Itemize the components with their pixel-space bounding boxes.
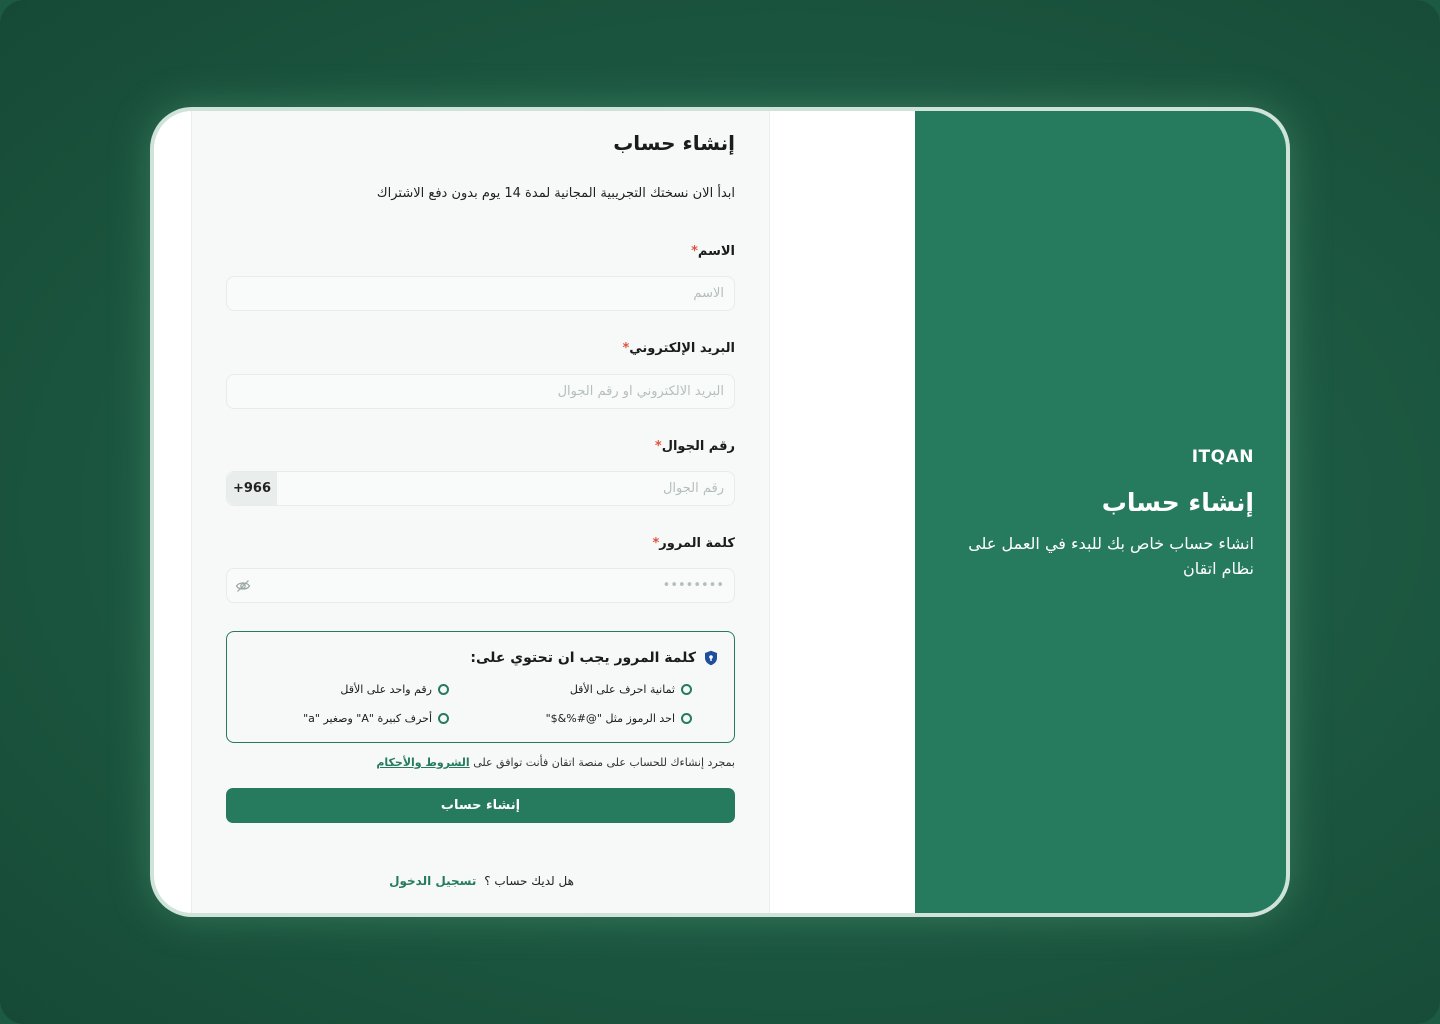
email-label [619,341,735,356]
login-prompt [192,874,771,888]
brand-title: إنشاء حساب [1101,488,1254,517]
required-mark: * [652,536,660,551]
password-rules-box [226,631,735,743]
shield-icon [704,650,718,666]
rule-digit [340,683,449,696]
eye-off-icon[interactable] [235,578,251,594]
rule-status-icon [438,684,449,695]
device-frame [150,107,1290,917]
terms-link[interactable]: الشروط والأحكام [376,756,470,769]
email-input[interactable] [227,375,734,408]
password-rules-heading [470,650,718,666]
email-label-text: البريد الإلكتروني [629,341,735,356]
terms-text: بمجرد إنشاءك للحساب على منصة اتقان فأنت توافق على [473,756,735,769]
rule-case-text: أحرف كبيرة "A" وصغير "a" [303,712,432,725]
phone-label [652,439,735,454]
rule-symbol-text: احد الرموز مثل "@#%&$" [545,712,675,725]
brand-subtitle: انشاء حساب خاص بك للبدء في العمل على نظام اتقان [968,534,1254,578]
required-mark: * [622,341,630,356]
password-input-wrap [257,569,734,602]
rule-status-icon [681,684,692,695]
rule-symbol [546,712,692,725]
name-field [226,276,735,311]
name-label-text: الاسم [697,244,735,259]
rule-digit-text: رقم واحد على الأقل [340,683,432,696]
name-input[interactable] [227,277,734,310]
phone-field [226,471,735,506]
brand-logo: ITQAN [1191,447,1254,467]
password-rules-heading-text: كلمة المرور يجب ان تحتوي على: [470,650,696,666]
password-label-text: كلمة المرور [659,536,735,551]
name-label [688,244,735,259]
login-prompt-text: هل لديك حساب ؟ [484,874,574,888]
phone-label-text: رقم الجوال [661,439,735,454]
password-input[interactable] [257,569,734,602]
required-mark: * [654,439,662,454]
create-account-button[interactable]: إنشاء حساب [226,788,735,823]
country-code-prefix[interactable]: +966 [227,472,277,505]
password-field [226,568,735,603]
email-field [226,374,735,409]
brand-panel [915,111,1286,913]
page-title: إنشاء حساب [613,131,735,155]
terms-notice [376,756,735,769]
rule-case [303,712,449,725]
rule-status-icon [681,713,692,724]
screen [154,111,1286,913]
page-subtitle: ابدأ الان نسختك التجريبية المجانية لمدة 14 يوم بدون دفع الاشتراك [376,186,735,201]
phone-input[interactable] [277,472,734,505]
phone-input-wrap [277,472,734,505]
rule-min-length-text: ثمانية احرف على الأقل [569,683,675,696]
signup-form [191,111,770,913]
rule-min-length [570,683,692,696]
rule-status-icon [438,713,449,724]
login-link[interactable]: تسجيل الدخول [389,874,477,888]
required-mark: * [691,244,698,259]
password-label [649,536,735,551]
